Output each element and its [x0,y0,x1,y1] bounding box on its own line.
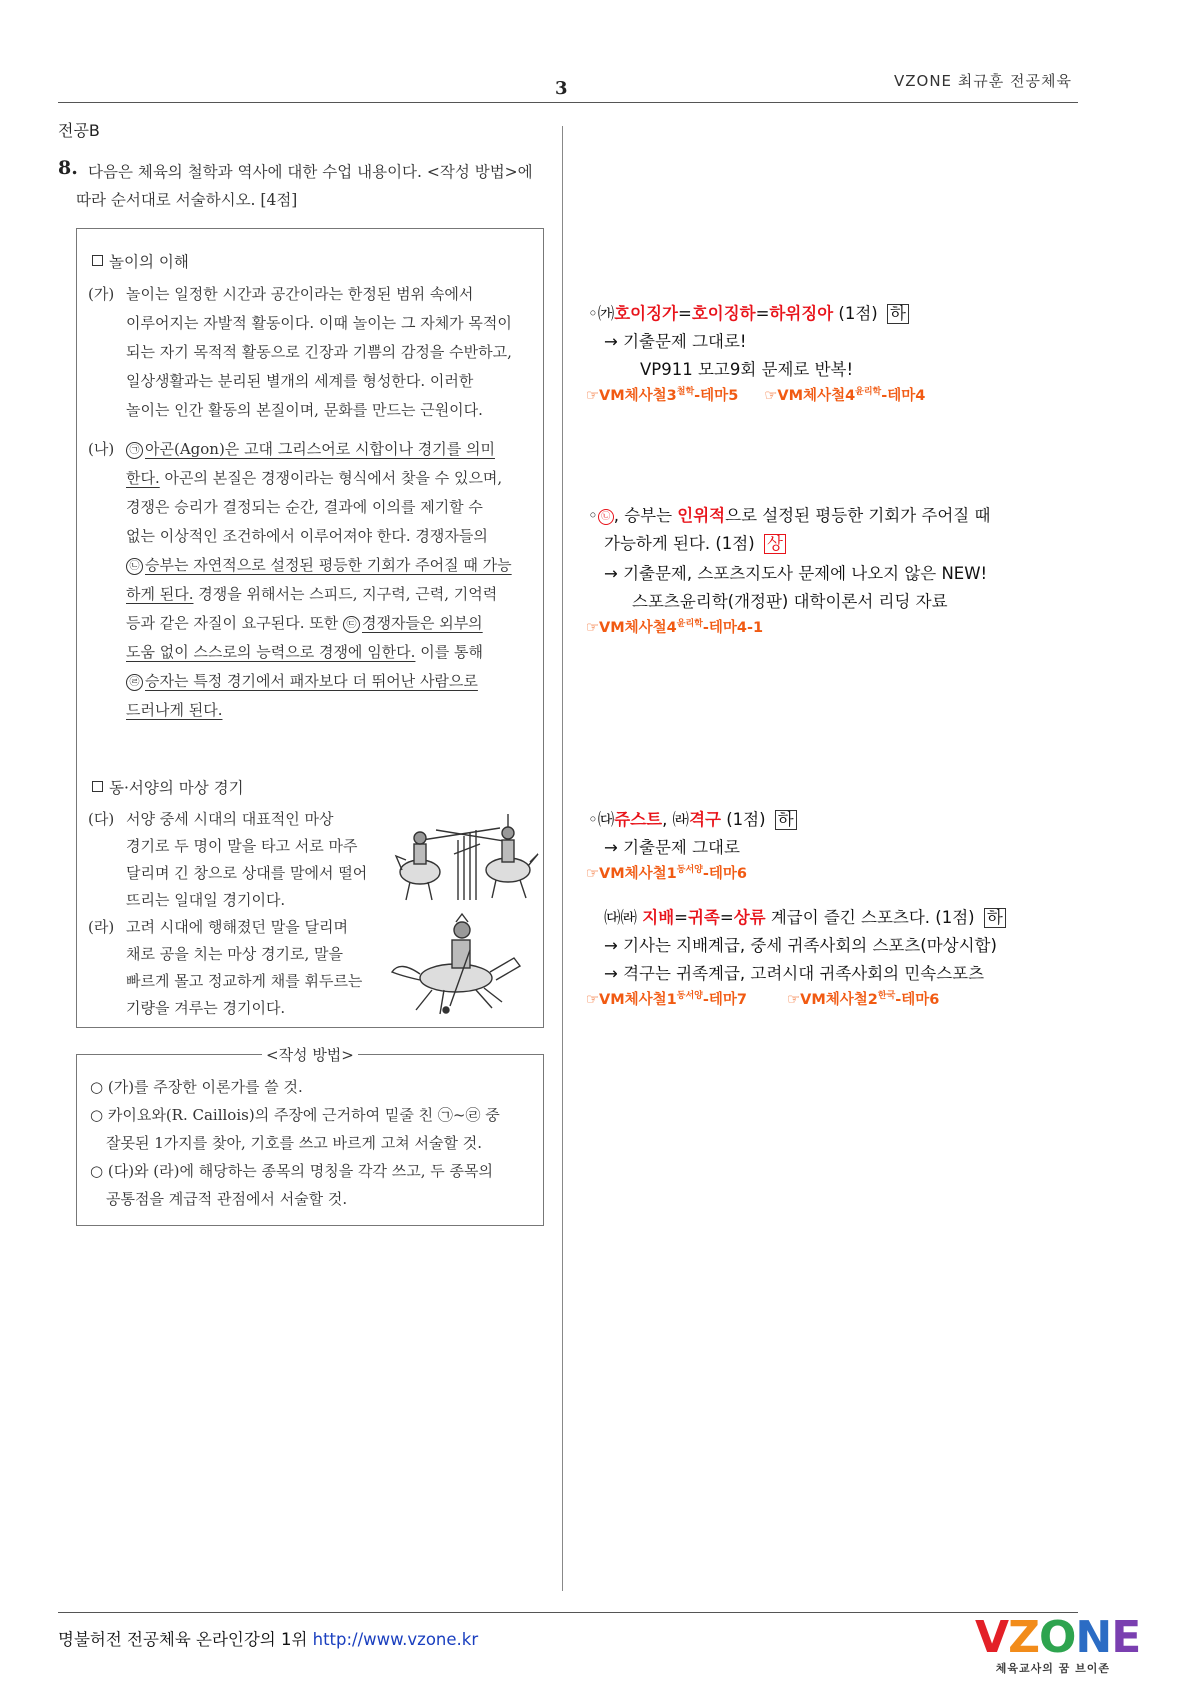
footer-slogan: 명불허전 전공체육 온라인강의 1위 [58,1630,313,1649]
underlined-statement-3: 경쟁자들은 외부의 [361,614,483,632]
footer-url-link[interactable]: http://www.vzone.kr [312,1630,479,1649]
method-line: ○ (다)와 (라)에 해당하는 종목의 명칭을 각각 쓰고, 두 종목의 [90,1162,493,1180]
reference-link: ☞VM체사철3 [586,388,677,404]
equals-sign: = [755,304,770,323]
answer-3-score: (1점) [720,810,771,829]
answer-4-note-1: → 기사는 지배계급, 중세 귀족사회의 스포츠(마상시합) [604,936,997,955]
question-text-line-1: 다음은 체육의 철학과 역사에 대한 수업 내용이다. <작성 방법>에 [88,163,533,181]
answer-4-term-2: 귀족 [687,908,720,927]
mark-digeut: ㉢ [343,616,360,633]
answer-4-term-3: 상류 [733,908,766,927]
question-number: 8. [58,157,78,179]
logo-letter: Z [1008,1612,1039,1663]
label-na: (나) [88,440,115,458]
answer-2-refs [586,616,763,637]
answer-1-term-2: 호이징하 [691,304,756,323]
answer-1 [588,300,909,324]
reference-sup: 윤리학 [855,387,882,398]
answer-1-note-2: VP911 모고9회 문제로 반복! [640,360,854,379]
reference-link: ☞VM체사철1 [586,992,677,1008]
footer-text [58,1626,478,1650]
square-bullet-icon [92,255,103,266]
reference-tail: -테마6 [895,992,940,1008]
reference-tail: -테마4 [881,388,926,404]
answer-2-key-term: 인위적 [677,506,726,525]
mark-giyeok: ㉠ [126,442,143,459]
na-line: 이를 통해 [415,643,483,661]
heading-horse-games [92,776,244,798]
da-line: 뜨리는 일대일 경기이다. [126,891,286,909]
reference-sup: 동서양 [676,865,703,876]
header-rule [58,102,1078,103]
reference-sup: 동서양 [676,991,703,1002]
equals-sign: = [719,908,734,927]
reference-tail: -테마6 [702,866,747,882]
equals-sign: = [678,304,692,323]
method-line: 잘못된 1가지를 찾아, 기호를 쓰고 바르게 고쳐 서술할 것. [106,1134,483,1152]
logo-letter: V [975,1612,1009,1663]
heading-play [92,250,189,272]
label-ra: (라) [88,918,115,936]
answer-3-separator: , ㈑ [662,810,690,829]
answer-1-term-1: 호이징가 [614,304,678,323]
answer-2-prefix: ◦ [588,506,598,525]
reference-tail: -테마5 [694,388,739,404]
da-line: 경기로 두 명이 말을 타고 서로 마주 [126,837,358,855]
square-bullet-icon [92,781,103,792]
reference-link: ☞VM체사철2 [787,992,878,1008]
logo-letter: N [1075,1612,1112,1663]
gyeokgu-illustration [380,910,540,1020]
paragraph-da [88,806,388,914]
answer-2 [588,502,990,526]
answer-2-line-2 [604,530,786,554]
answer-4-note-2: → 격구는 귀족계급, 고려시대 귀족사회의 민속스포츠 [604,964,985,983]
label-da: (다) [88,810,115,828]
underlined-statement-2-cont: 하게 된다. [126,585,194,603]
answer-4 [604,904,1006,928]
answer-4-prefix: ㈐㈑ [604,908,643,927]
ra-line: 빠르게 몰고 정교하게 채를 휘두르는 [126,972,363,990]
answer-4-term-1: 지배 [642,908,675,927]
na-line: 아곤의 본질은 경쟁이라는 형식에서 찾을 수 있으며, [159,469,503,487]
ra-line: 채로 공을 치는 마상 경기로, 말을 [126,945,343,963]
ga-line: 놀이는 인간 활동의 본질이며, 문화를 만드는 근원이다. [126,401,483,419]
paragraph-ga [88,280,538,425]
answer-3-note-1: → 기출문제 그대로 [604,838,740,857]
difficulty-badge: 하 [775,810,797,830]
underlined-statement-1: 아곤(Agon)은 고대 그리스어로 시합이나 경기를 의미 [145,440,495,458]
reference-sup: 한국 [877,991,896,1002]
question-text-line-2: 따라 순서대로 서술하시오. [4점] [76,191,298,209]
equals-sign: = [674,908,688,927]
answer-3 [588,806,797,830]
ra-line: 기량을 겨루는 경기이다. [126,999,286,1017]
method-line: ○ 카이요와(R. Caillois)의 주장에 근거하여 밑줄 친 ㉠~㉣ 중 [90,1106,500,1124]
logo-wordmark [975,1612,1141,1663]
method-title: <작성 방법> [262,1044,358,1065]
mark-nieun: ㉡ [126,558,143,575]
difficulty-badge: 하 [984,908,1006,928]
reference-link: ☞VM체사철4 [764,388,856,404]
answer-2-note-2: 스포츠윤리학(개정판) 대학이론서 리딩 자료 [632,592,948,611]
answer-3-term-2: 격구 [689,810,721,829]
answer-1-score: (1점) [833,304,883,323]
jousting-illustration [392,800,542,910]
answer-1-prefix: ◦㈎ [588,304,615,323]
na-line: 경쟁을 위해서는 스피드, 지구력, 근력, 기억력 [193,585,498,603]
method-line: ○ (가)를 주장한 이론가를 쓸 것. [90,1078,303,1096]
section-label: 전공B [58,121,100,140]
method-line: 공통점을 계급적 관점에서 서술할 것. [106,1190,348,1208]
da-line: 서양 중세 시대의 대표적인 마상 [126,810,334,828]
answer-1-note-1: → 기출문제 그대로! [604,332,747,351]
answer-1-refs [586,384,925,405]
reference-link: ☞VM체사철1 [586,866,677,882]
reference-sup: 철학 [676,387,695,398]
mark-rieul: ㉣ [126,674,143,691]
ga-line: 놀이는 일정한 시간과 공간이라는 한정된 범위 속에서 [126,285,474,303]
vzone-logo[interactable] [975,1612,1141,1676]
answer-2-text: 으로 설정된 평등한 기회가 주어질 때 [725,506,991,525]
answer-2-mark: ㉡ [598,509,614,525]
underlined-statement-4-cont: 드러나게 된다. [126,701,223,719]
reference-sup: 윤리학 [676,619,703,630]
ga-line: 일상생활과는 분리된 별개의 세계를 형성한다. 이러한 [126,372,474,390]
na-line: 경쟁은 승리가 결정되는 순간, 결과에 이의를 제기할 수 [126,498,483,516]
answer-3-term-1: 쥬스트 [614,810,663,829]
difficulty-badge: 상 [764,534,786,554]
underlined-statement-4: 승자는 특정 경기에서 패자보다 더 뛰어난 사람으로 [145,672,478,690]
paragraph-ra [88,914,388,1022]
footer-rule [58,1612,1078,1613]
label-ga: (가) [88,285,115,303]
answer-4-refs [586,988,939,1009]
underlined-statement-3-cont: 도움 없이 스스로의 능력으로 경쟁에 임한다. [126,643,416,661]
reference-tail: -테마7 [702,992,747,1008]
logo-letter: O [1038,1612,1076,1663]
heading-play-text: 놀이의 이해 [109,253,189,271]
na-line: 등과 같은 자질이 요구된다. 또한 [126,614,343,632]
da-line: 달리며 긴 창으로 상대를 말에서 떨어 [126,864,368,882]
logo-letter: E [1111,1612,1141,1663]
column-divider [562,126,563,1591]
answer-2-text: , 승부는 [613,506,678,525]
page-number: 3 [555,78,568,99]
answer-4-text: 계급이 즐긴 스포츠다. (1점) [765,908,980,927]
ra-line: 고려 시대에 행해졌던 말을 달리며 [126,918,348,936]
underlined-statement-1-cont: 한다. [126,469,160,487]
logo-tagline: 체육교사의 꿈 브이존 [995,1662,1110,1675]
ga-line: 이루어지는 자발적 활동이다. 이때 놀이는 그 자체가 목적이 [126,314,512,332]
na-line: 없는 이상적인 조건하에서 이루어져야 한다. 경쟁자들의 [126,527,488,545]
ga-line: 되는 자기 목적적 활동으로 긴장과 기쁨의 감정을 수반하고, [126,343,512,361]
answer-3-refs [586,862,747,883]
answer-1-term-3: 하위징아 [769,304,834,323]
difficulty-badge: 하 [887,304,909,324]
reference-link: ☞VM체사철4 [586,620,677,636]
heading-horse-games-text: 동·서양의 마상 경기 [109,779,244,797]
answer-2-text: 가능하게 된다. (1점) [604,534,760,553]
header-brand: VZONE 최규훈 전공체육 [893,72,1072,90]
reference-tail: -테마4-1 [702,620,764,636]
paragraph-na [88,435,538,725]
answer-3-prefix: ◦㈐ [588,810,615,829]
answer-2-note-1: → 기출문제, 스포츠지도사 문제에 나오지 않은 NEW! [604,564,988,583]
underlined-statement-2: 승부는 자연적으로 설정된 평등한 기회가 주어질 때 가능 [145,556,512,574]
